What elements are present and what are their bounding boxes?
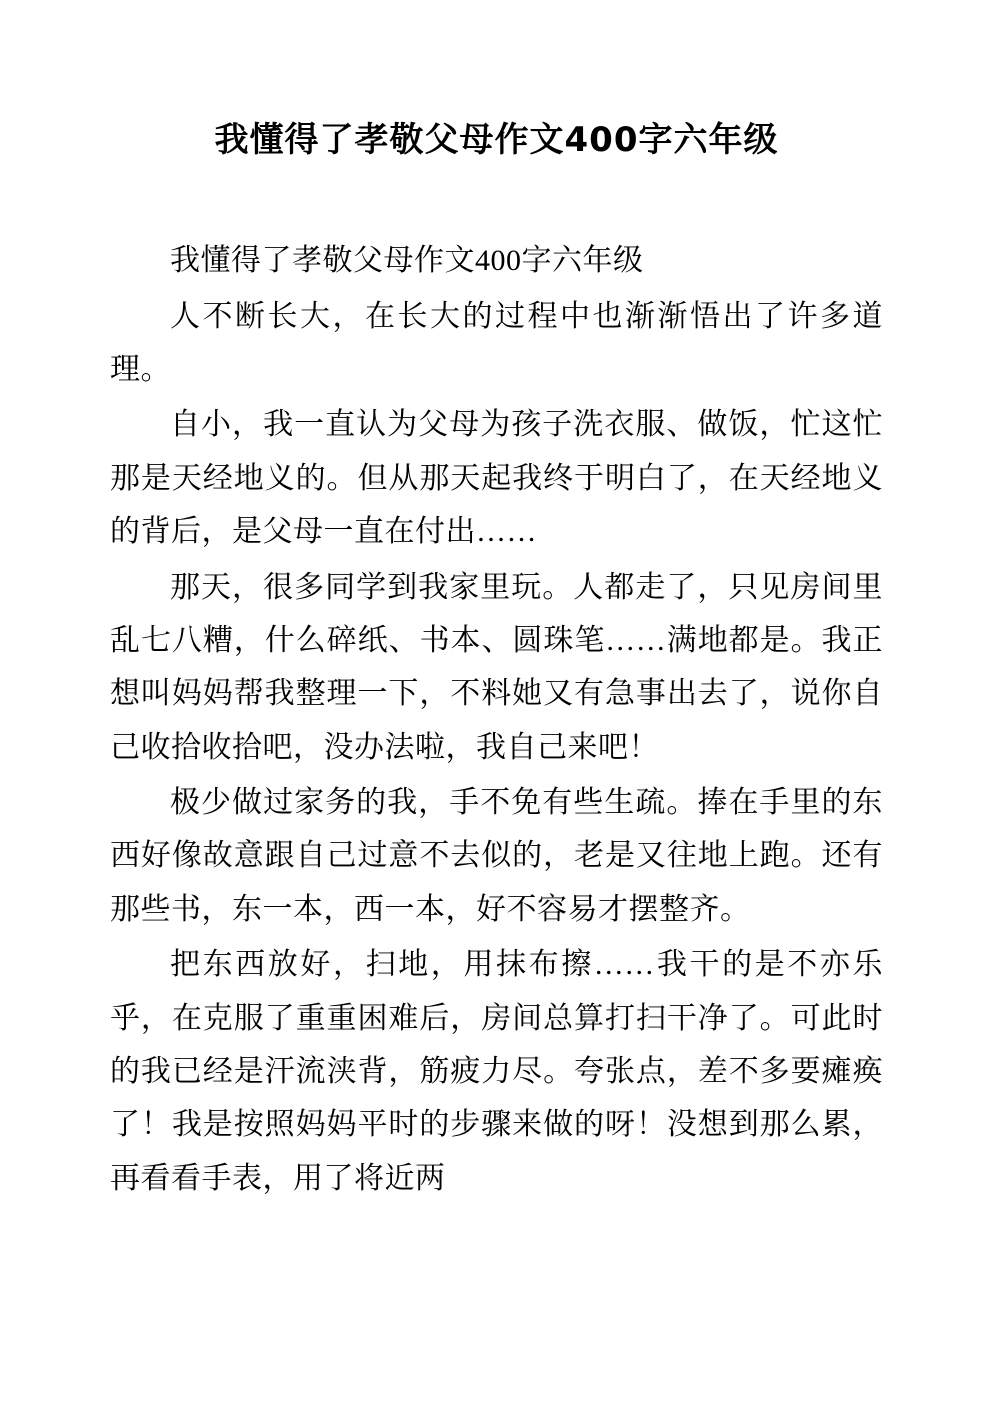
paragraph: 我懂得了孝敬父母作文400字六年级 xyxy=(170,244,644,278)
document-body xyxy=(110,234,883,1205)
paragraph: 人不断长大，在长大的过程中也渐渐悟出了许多道理。 xyxy=(110,299,883,386)
paragraph: 把东西放好，扫地，用抹布擦……我干的是不亦乐乎，在克服了重重困难后，房间总算打扫干净了。可此时的我已经是汗流浃背，筋疲力尽。夸张点，差不多要瘫痪了！我是按照妈妈平时的步骤来做的呀！没想到那么累，再看看手表，用了将近两 xyxy=(110,948,883,1195)
paragraph: 极少做过家务的我，手不免有些生疏。捧在手里的东西好像故意跟自己过意不去似的，老是又往地上跑。还有那些书，东一本，西一本，好不容易才摆整齐。 xyxy=(110,786,883,926)
paragraph: 自小，我一直认为父母为孩子洗衣服、做饭，忙这忙那是天经地义的。但从那天起我终于明白了，在天经地义的背后，是父母一直在付出…… xyxy=(110,408,883,549)
page-title: 我懂得了孝敬父母作文400字六年级 xyxy=(214,120,779,160)
paragraph: 那天，很多同学到我家里玩。人都走了，只见房间里乱七八糟，什么碎纸、书本、圆珠笔……满地都是。我正想叫妈妈帮我整理一下，不料她又有急事出去了，说你自己收拾收拾吧，没办法啦，我自己来吧！ xyxy=(110,570,883,764)
